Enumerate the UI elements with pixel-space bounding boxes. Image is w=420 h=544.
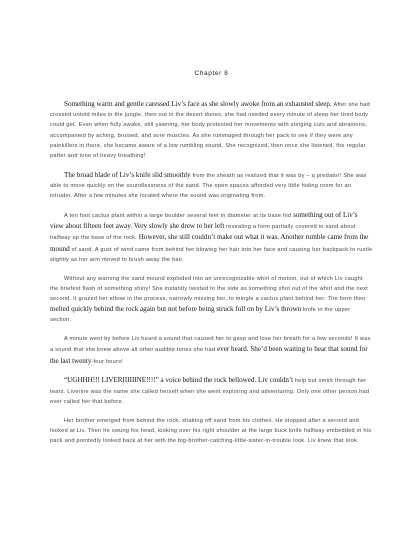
text-run: A minute went by before Liv heard a sound that caused her to gasp and lose her breath for a few seconds! It was a sound that she knew above all other audible tones she had <box>50 336 371 354</box>
paragraph-5 <box>50 334 373 367</box>
paragraph-6 <box>50 375 373 407</box>
text-run: help but smirk through her tears. Liverine was the name she called herself when she went exploring and adventuring. Only one other person had ever called her that before. <box>50 378 370 405</box>
text-run: knife in the upper section. <box>50 307 351 324</box>
text-run: “UGHHH!!! LIVERIIIIIINE!!!!” a voice behind the rock bellowed. Liv couldn’t <box>64 376 295 385</box>
text-run: However, she still couldn’t make out what it was. Another rumble came from the mound <box>50 233 369 253</box>
text-run: revealing a form partially covered in sand about halfway up the base of the rock. <box>50 224 356 242</box>
text-run: of sand. A gust of wind came from behind her blowing her hair into her face and causing her backpack to rustle slightly as her arm moved to brush away the hair. <box>50 246 373 263</box>
paragraph-7 <box>50 416 373 447</box>
text-run: Without any warning the sand mound exploded into an unrecognizable whirl of motion, out of which Liv caught the briefest flash of something shiny! She instantly twisted to the side as something shot out of the whirl and the next second. It grazed her elbow in the process, narrowly missing her, to mingle a cactus plant behind her. The form then <box>50 275 368 303</box>
text-run: something out of Liv’s view about fifteen feet away. Very slowly she drew to her left <box>50 211 358 231</box>
body-text <box>50 99 373 446</box>
text-run: from the sheath as realized that it was by – a predator! She was able to move quickly on the soundlessness of the sand. The open spaces afforded very little hiding room for an intruder. After a few minutes she located where the sound was originating from. <box>50 172 367 200</box>
text-run: A ten foot cactus plant within a large boulder several feet in diameter at its base hid <box>64 213 294 220</box>
paragraph-2 <box>50 170 373 202</box>
text-run: Something warm and gentle caressed Liv’s face as she slowly awoke from an exhausted sleep. <box>64 100 334 108</box>
text-run: After she had crossed untold miles in the jungle, then out in the desert dunes, she had needed every minute of sleep her tired body could get. Even when fully awake, still yawning, her body protested her movements with stinging cuts and abrasions, accompanied by aching, bruised, and sore muscles. As she rummaged through her pack to see if they were any painkillers in there, she became aware of a low rumbling sound. She recognized, then once she listened, the regular patter and tone of heavy breathing! <box>50 102 371 160</box>
chapter-heading: Chapter 8 <box>194 70 229 77</box>
paragraph-1 <box>50 99 373 161</box>
text-run: -four hours! <box>91 358 123 365</box>
text-run: ever heard. She’d been waiting to hear that sound for the last twenty <box>50 345 368 365</box>
paragraph-4 <box>50 274 373 326</box>
text-run: The broad blade of Liv’s knife slid smoothly <box>64 170 193 179</box>
text-run: Her brother emerged from behind the rock, shaking off sand from his clothes. He stopped after a second and looked at Liv. Then he swung his head, looking over his right shoulder at the large buck knife halfway embedded in his pack and pointedly looked back at her with the big-brother-catching-little-sister-in-trouble look. Liv knew that look. <box>50 417 372 445</box>
paragraph-3 <box>50 210 373 265</box>
text-run: melted quickly behind the rock again but not before being struck full on by Liv’s thrown <box>50 305 303 314</box>
